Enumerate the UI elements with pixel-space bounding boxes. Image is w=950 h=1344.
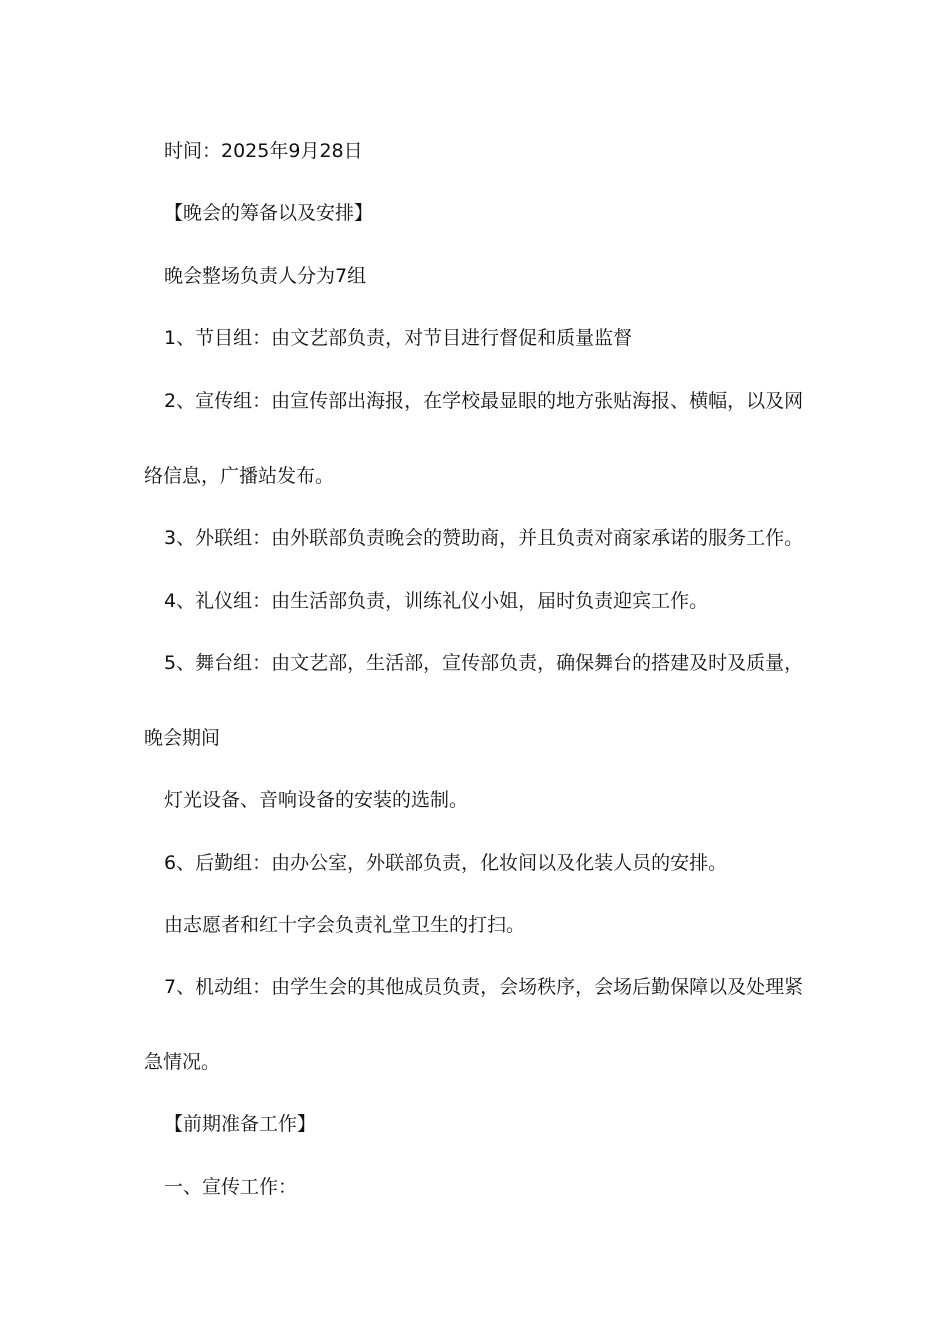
- subheading-publicity: 一、宣传工作：: [164, 1176, 298, 1198]
- paragraph-equipment: 灯光设备、音响设备的安装的选制。: [164, 789, 469, 811]
- paragraph-group-1: 1、节目组：由文艺部负责，对节目进行督促和质量监督: [164, 327, 633, 349]
- paragraph-group-2-continued: 络信息，广播站发布。: [144, 465, 335, 487]
- paragraph-group-2: 2、宣传组：由宣传部出海报，在学校最显眼的地方张贴海报、横幅，以及网: [164, 390, 804, 412]
- paragraph-group-5-continued: 晚会期间: [144, 727, 221, 749]
- date-line: 时间：2025年9月28日: [164, 140, 363, 162]
- paragraph-group-3: 3、外联组：由外联部负责晚会的赞助商，并且负责对商家承诺的服务工作。: [164, 527, 804, 549]
- paragraph-groups-intro: 晚会整场负责人分为7组: [164, 265, 367, 287]
- paragraph-group-4: 4、礼仪组：由生活部负责，训练礼仪小姐，届时负责迎宾工作。: [164, 590, 709, 612]
- paragraph-group-5: 5、舞台组：由文艺部，生活部，宣传部负责，确保舞台的搭建及时及质量，: [164, 652, 804, 674]
- paragraph-cleaning: 由志愿者和红十字会负责礼堂卫生的打扫。: [164, 914, 526, 936]
- paragraph-group-7-continued: 急情况。: [144, 1051, 221, 1073]
- paragraph-group-6: 6、后勤组：由办公室，外联部负责，化妆间以及化装人员的安排。: [164, 852, 728, 874]
- paragraph-group-7: 7、机动组：由学生会的其他成员负责，会场秩序，会场后勤保障以及处理紧: [164, 976, 804, 998]
- section-heading-arrangement: 【晚会的筹备以及安排】: [164, 202, 374, 224]
- section-heading-preparation: 【前期准备工作】: [164, 1113, 317, 1135]
